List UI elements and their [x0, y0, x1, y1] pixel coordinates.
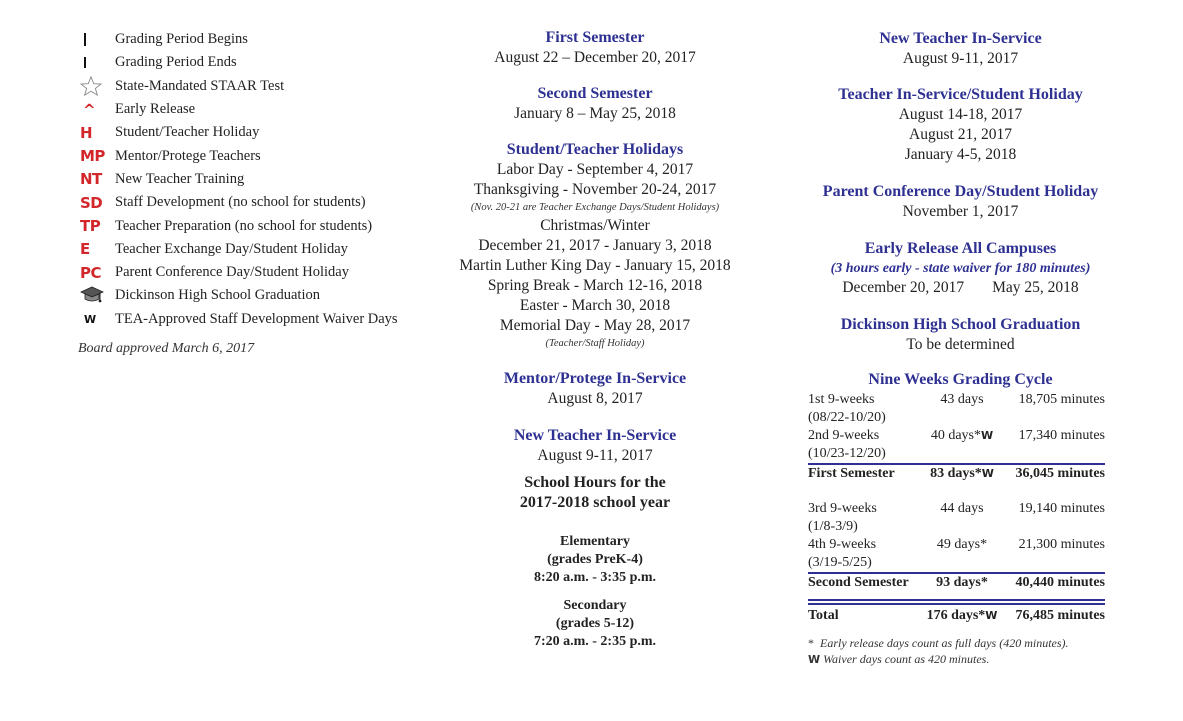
table-row-range: (3/19-5/25) — [808, 555, 872, 570]
right-column — [808, 29, 1113, 668]
legend-label: Teacher Exchange Day/Student Holiday — [115, 240, 348, 257]
footnotes — [808, 635, 1105, 668]
mentor-heading: Mentor/Protege In-Service — [503, 370, 687, 387]
legend-label: Grading Period Begins — [115, 31, 248, 48]
graduation-heading: Dickinson High School Graduation — [840, 316, 1081, 333]
waiver-mark: W — [985, 609, 998, 622]
holiday-memorial: Memorial Day - May 28, 2017 — [499, 317, 691, 334]
legend-label: Mentor/Protege Teachers — [115, 147, 261, 164]
table-row-total: Total 176 days*W 76,485 minutes — [808, 599, 1105, 625]
teacher-inservice-date: August 21, 2017 — [909, 126, 1012, 143]
waiver-mark: W — [981, 467, 994, 480]
legend-code-pc: PC — [80, 263, 102, 282]
legend-label: Early Release — [115, 101, 196, 118]
table-row: 2nd 9-weeks 40 days*W 17,340 minutes — [808, 428, 1105, 443]
memorial-note: (Teacher/Staff Holiday) — [545, 338, 645, 349]
table-row: 4th 9-weeks 49 days* 21,300 minutes — [808, 537, 1105, 552]
holidays-heading: Student/Teacher Holidays — [506, 141, 684, 158]
table-row-range: (10/23-12/20) — [808, 446, 886, 461]
legend-code-sd: SD — [80, 193, 103, 212]
elementary-grades: (grades PreK-4) — [547, 552, 643, 567]
parent-conference-date: November 1, 2017 — [902, 203, 1019, 220]
legend-row — [78, 75, 423, 98]
table-row-range: (1/8-3/9) — [808, 519, 858, 534]
early-release-heading: Early Release All Campuses — [864, 240, 1057, 257]
legend-label: Dickinson High School Graduation — [115, 287, 320, 304]
table-row-second-semester: Second Semester 93 days* 40,440 minutes — [808, 572, 1105, 591]
table-row: 3rd 9-weeks 44 days 19,140 minutes — [808, 501, 1105, 516]
star-icon — [78, 76, 115, 96]
legend-code-nt: NT — [80, 170, 102, 189]
table-row: 1st 9-weeks 43 days 18,705 minutes — [808, 392, 1105, 407]
legend-row — [78, 51, 423, 74]
holiday-thanksgiving: Thanksgiving - November 20-24, 2017 — [473, 181, 717, 198]
legend-code-h: H — [80, 123, 93, 142]
early-release-date: December 20, 2017 — [842, 279, 965, 296]
grading-table — [808, 391, 1105, 668]
elementary-hours: 8:20 a.m. - 3:35 p.m. — [533, 570, 657, 585]
holiday-christmas-dates: December 21, 2017 - January 3, 2018 — [478, 237, 712, 254]
legend-label: Parent Conference Day/Student Holiday — [115, 264, 349, 281]
legend-label: Grading Period Ends — [115, 54, 237, 71]
legend-code-w: W — [84, 312, 97, 326]
legend-row — [78, 168, 423, 191]
holiday-spring-break: Spring Break - March 12-16, 2018 — [487, 277, 703, 294]
holiday-mlk: Martin Luther King Day - January 15, 2018 — [459, 257, 731, 274]
caret-icon: ^ — [83, 100, 96, 119]
secondary-label: Secondary — [563, 598, 627, 613]
holiday-easter: Easter - March 30, 2018 — [519, 297, 671, 314]
legend-label: Teacher Preparation (no school for students) — [115, 217, 373, 234]
new-teacher-inservice-date: August 9-11, 2017 — [902, 50, 1019, 67]
holiday-christmas: Christmas/Winter — [540, 217, 650, 234]
new-teacher-date: August 9-11, 2017 — [537, 447, 653, 464]
early-release-date: May 25, 2018 — [992, 279, 1079, 296]
legend-row — [78, 238, 423, 261]
legend-code-e: E — [80, 240, 90, 259]
legend-row — [78, 144, 423, 167]
teacher-inservice-date: August 14-18, 2017 — [898, 106, 1023, 123]
early-release-dates — [808, 278, 1113, 298]
grading-cycle-heading: Nine Weeks Grading Cycle — [868, 371, 1053, 388]
footnote-waiver: W Waiver days count as 420 minutes. — [808, 652, 990, 666]
legend — [78, 28, 423, 357]
secondary-hours: 7:20 a.m. - 2:35 p.m. — [533, 634, 657, 649]
school-hours-heading: School Hours for the — [524, 474, 666, 491]
board-approval-note: Board approved March 6, 2017 — [78, 340, 255, 356]
table-row-first-semester: First Semester 83 days*W 36,045 minutes — [808, 463, 1105, 482]
new-teacher-heading: New Teacher In-Service — [513, 427, 677, 444]
first-semester-dates: August 22 – December 20, 2017 — [494, 49, 696, 66]
elementary-label: Elementary — [560, 534, 630, 549]
legend-row — [78, 98, 423, 121]
legend-label: New Teacher Training — [115, 170, 245, 187]
footnote-early-release: * Early release days count as full days (420 minutes). — [808, 636, 1069, 650]
secondary-grades: (grades 5-12) — [555, 616, 635, 631]
holiday-labor-day: Labor Day - September 4, 2017 — [496, 161, 694, 178]
legend-label: Staff Development (no school for students) — [115, 194, 366, 211]
legend-label: State-Mandated STAAR Test — [115, 77, 285, 94]
thanksgiving-note: (Nov. 20-21 are Teacher Exchange Days/Student Holidays) — [470, 202, 720, 213]
legend-row — [78, 28, 423, 51]
bar-begin-icon — [78, 33, 115, 46]
second-semester-dates: January 8 – May 25, 2018 — [514, 105, 676, 122]
legend-row — [78, 284, 423, 307]
legend-code-tp: TP — [80, 217, 101, 236]
legend-code-mp: MP — [80, 147, 105, 166]
teacher-inservice-heading: Teacher In-Service/Student Holiday — [838, 86, 1083, 103]
waiver-mark: W — [981, 429, 994, 442]
early-release-subtitle: (3 hours early - state waiver for 180 minutes) — [830, 261, 1091, 276]
mentor-date: August 8, 2017 — [547, 390, 643, 407]
graduation-cap-icon — [78, 285, 115, 307]
table-row-range: (08/22-10/20) — [808, 410, 886, 425]
legend-row — [78, 308, 423, 331]
second-semester-heading: Second Semester — [537, 85, 653, 102]
middle-column — [440, 28, 750, 651]
parent-conference-heading: Parent Conference Day/Student Holiday — [822, 183, 1099, 200]
legend-row — [78, 191, 423, 214]
school-year-heading: 2017-2018 school year — [519, 494, 671, 511]
graduation-date: To be determined — [906, 336, 1015, 353]
bar-end-icon — [78, 57, 115, 68]
legend-row — [78, 261, 423, 284]
new-teacher-inservice-heading: New Teacher In-Service — [879, 30, 1042, 47]
legend-row — [78, 121, 423, 144]
teacher-inservice-date: January 4-5, 2018 — [904, 146, 1017, 163]
first-semester-heading: First Semester — [545, 29, 645, 46]
legend-label: TEA-Approved Staff Development Waiver Days — [115, 310, 398, 327]
legend-label: Student/Teacher Holiday — [115, 124, 260, 141]
legend-row — [78, 214, 423, 237]
